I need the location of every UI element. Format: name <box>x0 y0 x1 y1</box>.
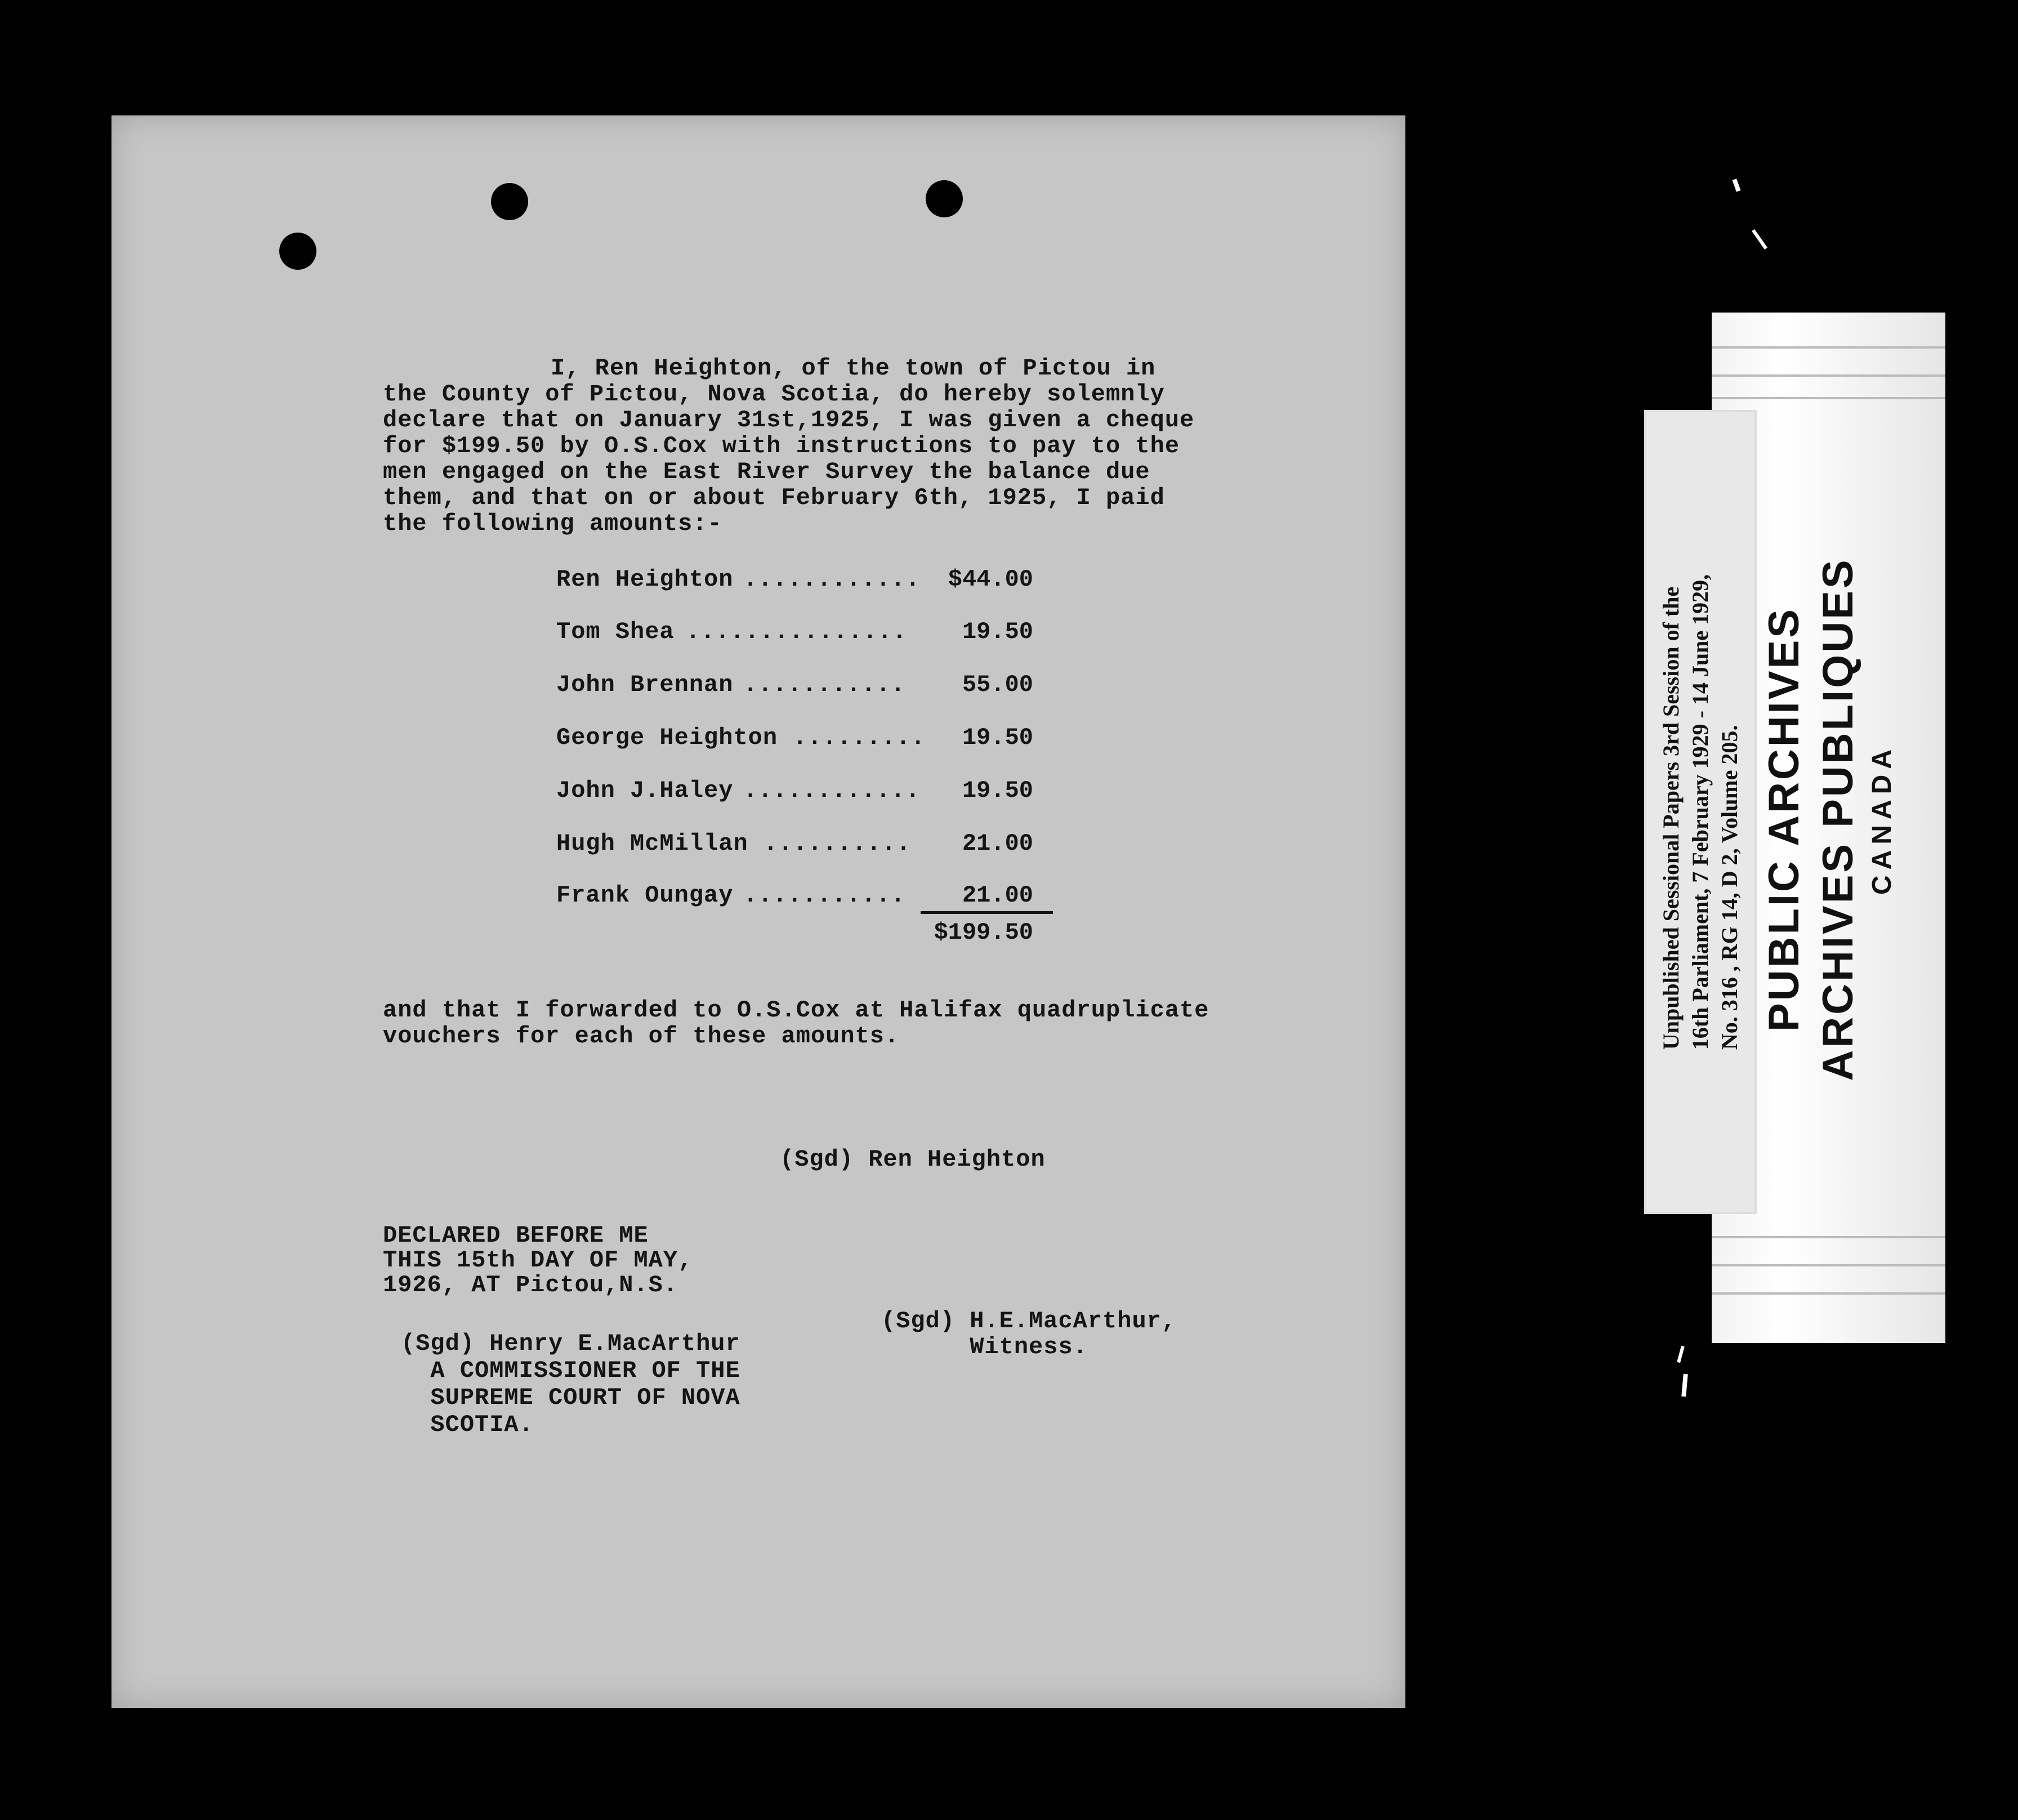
payment-dots-1: ............ <box>743 566 921 593</box>
payment-name-2: Tom Shea <box>556 618 675 645</box>
declared-line-3: 1926, AT Pictou,N.S. <box>383 1272 678 1299</box>
payment-dots-5: ............ <box>743 777 921 804</box>
payment-amount-6: 21.00 <box>962 830 1033 857</box>
archive-label-line-1: Unpublished Sessional Papers 3rd Session of the <box>1658 586 1684 1050</box>
closing-line-2: vouchers for each of these amounts. <box>383 1023 900 1050</box>
payment-name-7: Frank Oungay <box>556 882 734 909</box>
declared-line-2: THIS 15th DAY OF MAY, <box>383 1247 693 1274</box>
punch-hole-right <box>926 180 963 217</box>
commissioner-line-1: (Sgd) Henry E.MacArthur <box>401 1330 740 1357</box>
declared-line-1: DECLARED BEFORE ME <box>383 1222 649 1249</box>
payment-name-3: John Brennan <box>556 671 734 698</box>
payment-dots-6: .......... <box>764 830 912 857</box>
archive-stamp-line-1: PUBLIC ARCHIVES <box>1760 607 1808 1032</box>
payment-name-4: George Heighton <box>556 724 778 751</box>
payment-dots-2: ............... <box>686 618 908 645</box>
closing-line-1: and that I forwarded to O.S.Cox at Halifax quadruplicate <box>383 997 1209 1024</box>
archive-stamp-line-2: ARCHIVES PUBLIQUES <box>1814 557 1862 1081</box>
witness-line-2: Witness. <box>881 1333 1088 1360</box>
declaration-line-5: men engaged on the East River Survey the balance due <box>383 458 1150 485</box>
payment-dots-3: ........... <box>743 671 906 698</box>
declaration-line-4: for $199.50 by O.S.Cox with instructions to pay to the <box>383 432 1180 460</box>
archive-label-card <box>1644 410 1757 1214</box>
scan-speck <box>1681 1374 1687 1397</box>
archive-label-line-2: 16th Parliament, 7 February 1929 - 14 June 1929, <box>1687 574 1713 1050</box>
declaration-line-2: the County of Pictou, Nova Scotia, do hereby solemnly <box>383 381 1165 408</box>
declarant-signature: (Sgd) Ren Heighton <box>780 1146 1046 1173</box>
payment-dots-7: ........... <box>743 882 906 909</box>
payment-amount-2: 19.50 <box>962 618 1033 645</box>
archive-label-text <box>1657 574 1744 1050</box>
archive-stamp-line-3: CANADA <box>1867 744 1897 895</box>
declaration-line-1: I, Ren Heighton, of the town of Pictou in <box>551 355 1156 382</box>
payment-amount-4: 19.50 <box>962 724 1033 751</box>
witness-line-1: (Sgd) H.E.MacArthur, <box>881 1308 1177 1335</box>
scan-speck <box>1732 179 1740 191</box>
payment-dots-4: ......... <box>793 724 926 751</box>
commissioner-line-2: A COMMISSIONER OF THE <box>401 1357 740 1384</box>
archive-label-line-3: No. 316 , RG 14, D 2, Volume 205. <box>1717 725 1742 1050</box>
payment-name-6: Hugh McMillan <box>556 830 748 857</box>
commissioner-line-4: SCOTIA. <box>401 1411 534 1438</box>
payment-name-1: Ren Heighton <box>556 566 734 593</box>
scan-speck <box>1677 1346 1685 1363</box>
payment-name-5: John J.Haley <box>556 777 734 804</box>
punch-hole-left <box>279 233 316 270</box>
commissioner-line-3: SUPREME COURT OF NOVA <box>401 1384 740 1411</box>
scan-speck <box>1752 229 1767 249</box>
declaration-line-6: them, and that on or about February 6th, 1925, I paid <box>383 484 1165 511</box>
payment-total: $199.50 <box>934 919 1033 946</box>
archive-stamp-text <box>1757 557 1899 1081</box>
payment-amount-3: 55.00 <box>962 671 1033 698</box>
payment-amount-5: 19.50 <box>962 777 1033 804</box>
total-rule <box>921 911 1053 914</box>
declaration-line-3: declare that on January 31st,1925, I was given a cheque <box>383 407 1195 434</box>
payment-amount-7: 21.00 <box>962 882 1033 909</box>
punch-hole-center <box>491 183 528 220</box>
payment-amount-1: $44.00 <box>948 566 1033 593</box>
declaration-line-7: the following amounts:- <box>383 510 722 537</box>
